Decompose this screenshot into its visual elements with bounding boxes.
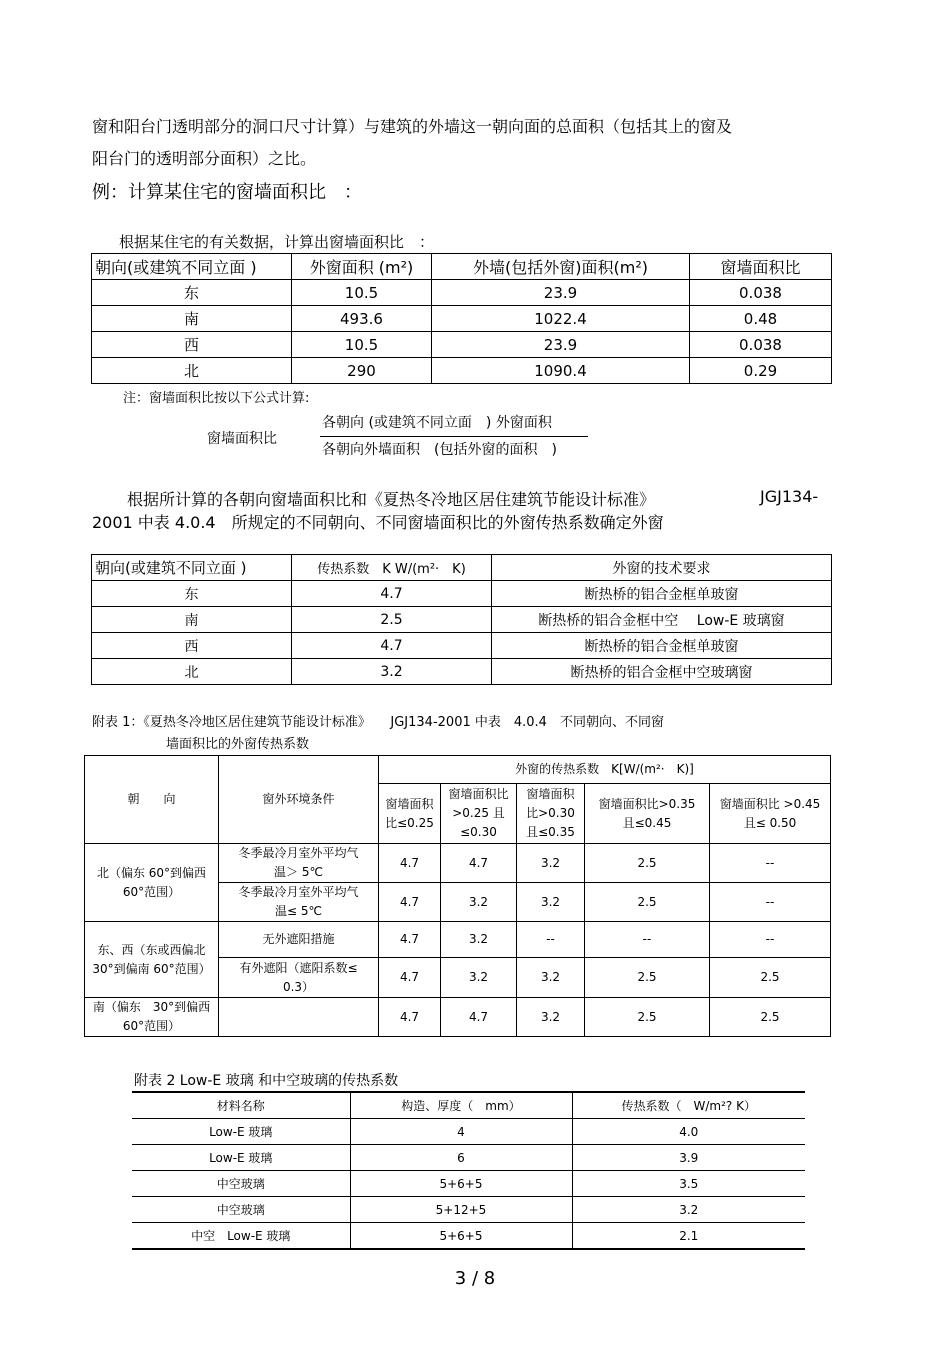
table-cell: 4.0 <box>572 1119 805 1145</box>
table-cell: 23.9 <box>432 280 690 306</box>
table-cell: 4 <box>350 1119 572 1145</box>
window-wall-ratio-table <box>91 253 832 384</box>
table-header: 窗墙面积比 >0.45 且≤ 0.50 <box>710 784 831 844</box>
table-cell: 无外遮阳措施 <box>219 922 379 958</box>
table-header: 外墙(包括外窗)面积(m²) <box>432 254 690 280</box>
table-cell: Low-E 玻璃 <box>132 1119 350 1145</box>
table-cell: 1022.4 <box>432 306 690 332</box>
table-header: 窗墙面积比>0.35 且≤0.45 <box>585 784 710 844</box>
table-row <box>92 607 832 633</box>
table-cell: 2.5 <box>585 883 710 922</box>
table-cell: 4.7 <box>379 922 441 958</box>
table-row <box>92 659 832 685</box>
table-row <box>132 1145 805 1171</box>
table-header: 窗墙面积比>0.30 且≤0.35 <box>517 784 585 844</box>
appendix2-table <box>132 1091 805 1250</box>
table-cell: 北 <box>92 659 292 685</box>
table-cell <box>219 998 379 1037</box>
table-row <box>132 1197 805 1223</box>
table-header: 窗墙面积比 <box>690 254 832 280</box>
table-row <box>85 756 831 784</box>
table-header: 外窗的传热系数 K[W/(m²· K)] <box>379 756 831 784</box>
table-row <box>132 1223 805 1250</box>
table-cell: 西 <box>92 332 292 358</box>
table-cell: 3.2 <box>517 958 585 998</box>
table-cell: 3.5 <box>572 1171 805 1197</box>
table-row <box>92 280 832 306</box>
table-cell: 中空玻璃 <box>132 1197 350 1223</box>
orientation-cell: 北（偏东 60°到偏西 60°范围） <box>85 844 219 922</box>
appendix1-title-line-1: 附表 1：《夏热冬冷地区居住建筑节能设计标准》 JGJ134-2001 中表 4.0.4 不同朝向、不同窗 <box>92 715 664 730</box>
table-row <box>132 1171 805 1197</box>
table-row <box>92 254 832 280</box>
orientation-cell: 东、西（东或西偏北 30°到偏南 60°范围） <box>85 922 219 998</box>
table-cell: 0.29 <box>690 358 832 384</box>
table-row <box>92 581 832 607</box>
table-cell: -- <box>710 883 831 922</box>
table-cell: 2.5 <box>585 958 710 998</box>
table-cell: 2.1 <box>572 1223 805 1250</box>
table-cell: 4.7 <box>379 998 441 1037</box>
orientation-cell: 南（偏东 30°到偏西 60°范围） <box>85 998 219 1037</box>
table-cell: 中空 Low-E 玻璃 <box>132 1223 350 1250</box>
appendix1-table <box>84 755 831 1037</box>
table-row <box>92 332 832 358</box>
table-cell: 10.5 <box>292 332 432 358</box>
table-cell: 3.2 <box>441 922 517 958</box>
table-cell: 东 <box>92 280 292 306</box>
table-header: 传热系数 K W/(m²· K) <box>292 555 492 581</box>
table-header: 朝向(或建筑不同立面 ) <box>92 254 292 280</box>
table-cell: 4.7 <box>292 633 492 659</box>
table-header: 材料名称 <box>132 1092 350 1119</box>
table-cell: Low-E 玻璃 <box>132 1145 350 1171</box>
table-row <box>85 844 831 883</box>
table-cell: 断热桥的铝合金框单玻窗 <box>492 581 832 607</box>
table-cell: 4.7 <box>292 581 492 607</box>
table-cell: 5+6+5 <box>350 1223 572 1250</box>
table-header: 朝 向 <box>85 756 219 844</box>
table-cell: 493.6 <box>292 306 432 332</box>
table-cell: 290 <box>292 358 432 384</box>
table-cell: 南 <box>92 306 292 332</box>
table-row <box>132 1092 805 1119</box>
table-cell: 3.2 <box>517 883 585 922</box>
table-cell: 5+12+5 <box>350 1197 572 1223</box>
table-cell: 4.7 <box>441 844 517 883</box>
table-header: 构造、厚度（ mm） <box>350 1092 572 1119</box>
table-cell: 3.2 <box>441 958 517 998</box>
formula-label: 窗墙面积比 <box>207 431 277 447</box>
example-title: 例：计算某住宅的窗墙面积比 ： <box>92 182 362 203</box>
table-cell: 0.038 <box>690 332 832 358</box>
table-header: 传热系数（ W/m²? K） <box>572 1092 805 1119</box>
table-row <box>92 306 832 332</box>
appendix2-title: 附表 2 Low-E 玻璃 和中空玻璃的传热系数 <box>134 1073 399 1089</box>
table-cell: 4.7 <box>379 883 441 922</box>
table-cell: 3.2 <box>517 998 585 1037</box>
table-cell: 2.5 <box>292 607 492 633</box>
table-cell: 断热桥的铝合金框中空 Low-E 玻璃窗 <box>492 607 832 633</box>
table1-caption: 根据某住宅的有关数据，计算出窗墙面积比 ： <box>119 233 435 251</box>
note-label: 注：窗墙面积比按以下公式计算: <box>123 391 310 406</box>
para2-line-1: 根据所计算的各朝向窗墙面积比和《夏热冬冷地区居住建筑节能设计标准》 <box>127 490 656 509</box>
page-number: 3 / 8 <box>454 1268 496 1289</box>
intro-line-1: 窗和阳台门透明部分的洞口尺寸计算）与建筑的外墙这一朝向面的总面积（包括其上的窗及 <box>92 117 733 136</box>
table-cell: 3.2 <box>441 883 517 922</box>
para2-code: JGJ134- <box>760 487 819 506</box>
table-cell: 冬季最冷月室外平均气温≤ 5℃ <box>219 883 379 922</box>
table-cell: 2.5 <box>585 844 710 883</box>
table-cell: 23.9 <box>432 332 690 358</box>
table-cell: 3.9 <box>572 1145 805 1171</box>
table-cell: -- <box>710 922 831 958</box>
table-cell: 东 <box>92 581 292 607</box>
table-cell: -- <box>710 844 831 883</box>
table-cell: 10.5 <box>292 280 432 306</box>
table-cell: 0.48 <box>690 306 832 332</box>
table-cell: 6 <box>350 1145 572 1171</box>
table-cell: 西 <box>92 633 292 659</box>
table-header: 窗墙面积比>0.25 且≤0.30 <box>441 784 517 844</box>
table-cell: 2.5 <box>585 998 710 1037</box>
table-cell: 断热桥的铝合金框中空玻璃窗 <box>492 659 832 685</box>
table-cell: 4.7 <box>441 998 517 1037</box>
table-row <box>92 633 832 659</box>
table-header: 外窗面积 (m²) <box>292 254 432 280</box>
intro-line-2: 阳台门的透明部分面积）之比。 <box>92 149 317 168</box>
formula-numerator: 各朝向 (或建筑不同立面 ) 外窗面积 <box>322 415 552 431</box>
table-cell: 断热桥的铝合金框单玻窗 <box>492 633 832 659</box>
table-cell: 冬季最冷月室外平均气温＞ 5℃ <box>219 844 379 883</box>
table-cell: 3.2 <box>292 659 492 685</box>
table-header: 朝向(或建筑不同立面 ) <box>92 555 292 581</box>
table-row <box>92 555 832 581</box>
fraction-bar <box>320 436 588 437</box>
table-row <box>85 922 831 958</box>
table-cell: 0.038 <box>690 280 832 306</box>
table-row <box>85 998 831 1037</box>
para2-line-2: 2001 中表 4.0.4 所规定的不同朝向、不同窗墙面积比的外窗传热系数确定外窗 <box>92 513 664 532</box>
table-cell: 5+6+5 <box>350 1171 572 1197</box>
table-cell: -- <box>517 922 585 958</box>
table-cell: -- <box>585 922 710 958</box>
table-cell: 南 <box>92 607 292 633</box>
table-row <box>92 358 832 384</box>
table-cell: 4.7 <box>379 844 441 883</box>
table-cell: 1090.4 <box>432 358 690 384</box>
table-cell: 北 <box>92 358 292 384</box>
table-cell: 有外遮阳（遮阳系数≤ 0.3） <box>219 958 379 998</box>
table-cell: 3.2 <box>572 1197 805 1223</box>
table-row <box>132 1119 805 1145</box>
table-header: 外窗的技术要求 <box>492 555 832 581</box>
table-cell: 3.2 <box>517 844 585 883</box>
table-cell: 2.5 <box>710 958 831 998</box>
appendix1-title-line-2: 墙面积比的外窗传热系数 <box>166 737 310 752</box>
table-header: 窗墙面积比≤0.25 <box>379 784 441 844</box>
table-cell: 2.5 <box>710 998 831 1037</box>
table-cell: 4.7 <box>379 958 441 998</box>
heat-transfer-table <box>91 554 832 685</box>
table-cell: 中空玻璃 <box>132 1171 350 1197</box>
table-header: 窗外环境条件 <box>219 756 379 844</box>
formula-denominator: 各朝向外墙面积 (包括外窗的面积 ) <box>322 442 557 458</box>
